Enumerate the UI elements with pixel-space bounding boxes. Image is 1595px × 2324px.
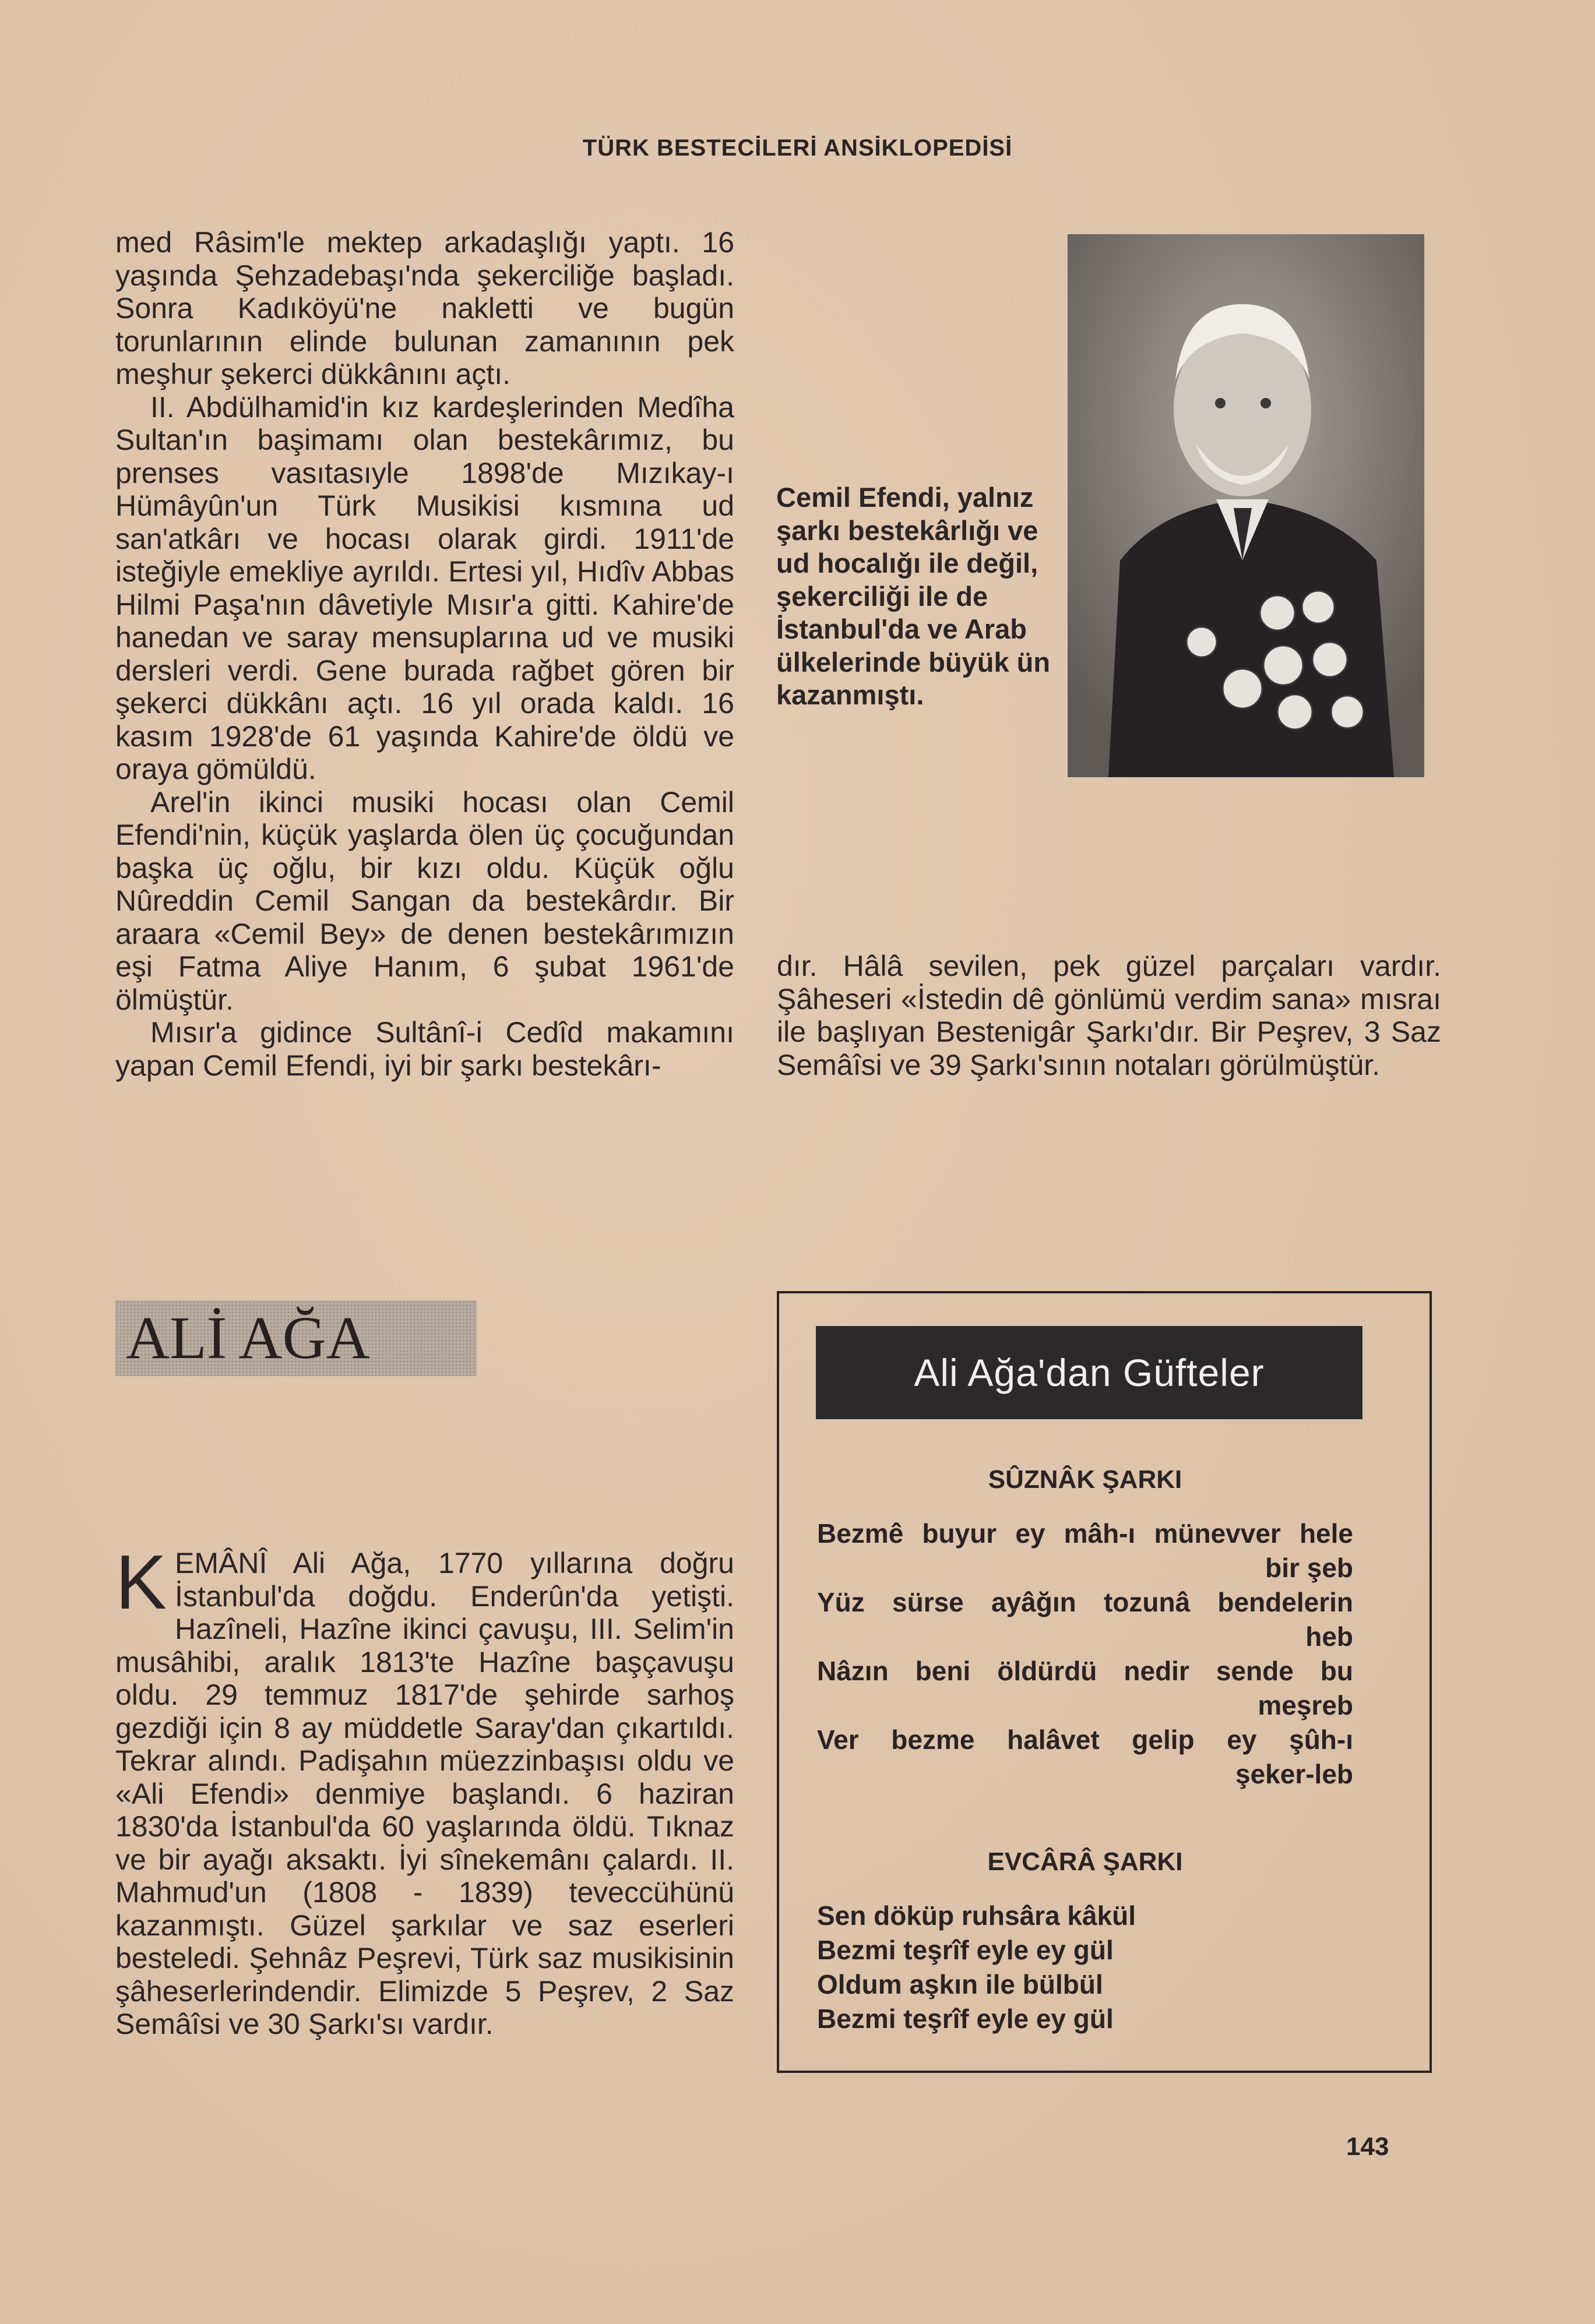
poem-title-suznak: SÛZNÂK ŞARKI (988, 1465, 1182, 1494)
portrait-illustration (1068, 234, 1424, 777)
poem-line: Bezmi teşrîf eyle ey gül (817, 1935, 1114, 1965)
poem-evcara-sarki (817, 1899, 1353, 2036)
guftes-heading: Ali Ağa'dan Güfteler (816, 1326, 1362, 1419)
poem-title-evcara: EVCÂRÂ ŞARKI (987, 1847, 1183, 1876)
poem-line: Yüz sürse ayâğın tozunâ bendelerin (817, 1587, 1353, 1617)
poem-line: Ver bezme halâvet gelip ey şûh-ı (817, 1725, 1353, 1755)
section-title-ali-aga: ALİ AĞA (115, 1300, 477, 1376)
article-cemil-efendi-text (115, 226, 734, 1082)
page-number: 143 (1346, 2132, 1389, 2161)
photo-caption: Cemil Efendi, yalnız şarkı bestekârlığı ve ud hocalığı ile değil, şekerciliği ile de İstanbul'da ve Arab ülkelerinde büyük ün kazanmıştı. (776, 482, 1051, 710)
paragraph: Arel'in ikinci musiki hocası olan Cemil Efendi'nin, küçük yaşlarda ölen üç çocuğundan başka üç oğlu, bir kızı oldu. Küçük oğlu Nûreddin Cemil Sangan da bestekârdır. Bir araara «Cemil Bey» de denen bestekârımızın eşi Fatma Aliye Hanım, 6 şubat 1961'de ölmüştür. (115, 785, 734, 1016)
paragraph-body: EMÂNÎ Ali Ağa, 1770 yıllarına doğru İstanbul'da doğdu. Enderûn'da yetişti. Hazîneli, Hazîne ikinci çavuşu, III. Selim'in musâhibi, aralık 1813'te Hazîne başçavuşu oldu. 29 temmuz 1817'de şehirde sarhoş gezdiği için 8 ay müddetle Saray'dan çıkartıldı. Tekrar alındı. Padişahın müezzinbaşısı oldu ve «Ali Efendi» denmiye başlandı. 6 haziran 1830'da İstanbul'da 60 yaşlarında öldü. Tıknaz ve bir ayağı aksaktı. İyi sînekemânı çalardı. II. Mahmud'un (1808 - 1839) teveccühünü kazanmıştı. Güzel şarkılar ve saz eserleri besteledi. Şehnâz Peşrevi, Türk saz musikisinin şâheserlerindendir. Elimizde 5 Peşrev, 2 Saz Semâîsi ve 30 Şarkı'sı vardır. (115, 1547, 734, 2040)
article-cemil-efendi-continued (777, 950, 1441, 1081)
portrait-photo-cemil-efendi (1068, 234, 1424, 777)
poem-line: Bezmê buyur ey mâh-ı münevver hele (817, 1518, 1353, 1549)
paragraph: Mısır'a gidince Sultânî-i Cedîd makamını yapan Cemil Efendi, iyi bir şarkı bestekârı- (115, 1016, 734, 1082)
poem-line: Nâzın beni öldürdü nedir sende bu (817, 1656, 1353, 1686)
article-ali-aga-text (115, 1539, 734, 2041)
running-header: TÜRK BESTECİLERİ ANSİKLOPEDİSİ (582, 135, 1013, 161)
poem-line: Sen döküp ruhsâra kâkül (817, 1900, 1136, 1931)
paragraph (115, 1539, 734, 2041)
paragraph: II. Abdülhamid'in kız kardeşlerinden Medîha Sultan'ın başimamı olan bestekârımız, bu prenses vasıtasıyle 1898'de Mızıkay-ı Hümâyûn'un Türk Musikisi kısmına ud san'atkârı ve hocası olarak girdi. 1911'de isteğiyle emekliye ayrıldı. Ertesi yıl, Hıdîv Abbas Hilmi Paşa'nın dâvetiyle Mısır'a gitti. Kahire'de hanedan ve saray mensuplarına ud ve musiki dersleri verdi. Gene burada rağbet gören bir şekerci dükkânı açtı. 16 yıl orada kaldı. 16 kasım 1928'de 61 yaşında Kahire'de öldü ve oraya gömüldü. (115, 390, 734, 785)
drop-cap: K (115, 1539, 167, 1625)
poem-line: Oldum aşkın ile bülbül (817, 1969, 1103, 1999)
paragraph: med Râsim'le mektep arkadaşlığı yaptı. 16 yaşında Şehzadebaşı'nda şekerciliğe başladı. Sonra Kadıköyü'ne nakletti ve bugün torunlarının elinde bulunan zamanının pek meşhur şekerci dükkânını açtı. (115, 226, 734, 390)
poem-line: Bezmi teşrîf eyle ey gül (817, 2004, 1114, 2034)
poem-line: meşreb (1258, 1690, 1353, 1720)
poem-line: bir şeb (1265, 1553, 1353, 1583)
poem-suznak-sarki (817, 1517, 1353, 1792)
poem-line: şeker-leb (1235, 1759, 1353, 1789)
paragraph: dır. Hâlâ sevilen, pek güzel parçaları vardır. Şâheseri «İstedin dê gönlümü verdim sana» mısraı ile başlıyan Bestenigâr Şarkı'dır. Bir Peşrev, 3 Saz Semâîsi ve 39 Şarkı'sının notaları görülmüştür. (777, 950, 1441, 1081)
poem-line: heb (1305, 1621, 1353, 1652)
